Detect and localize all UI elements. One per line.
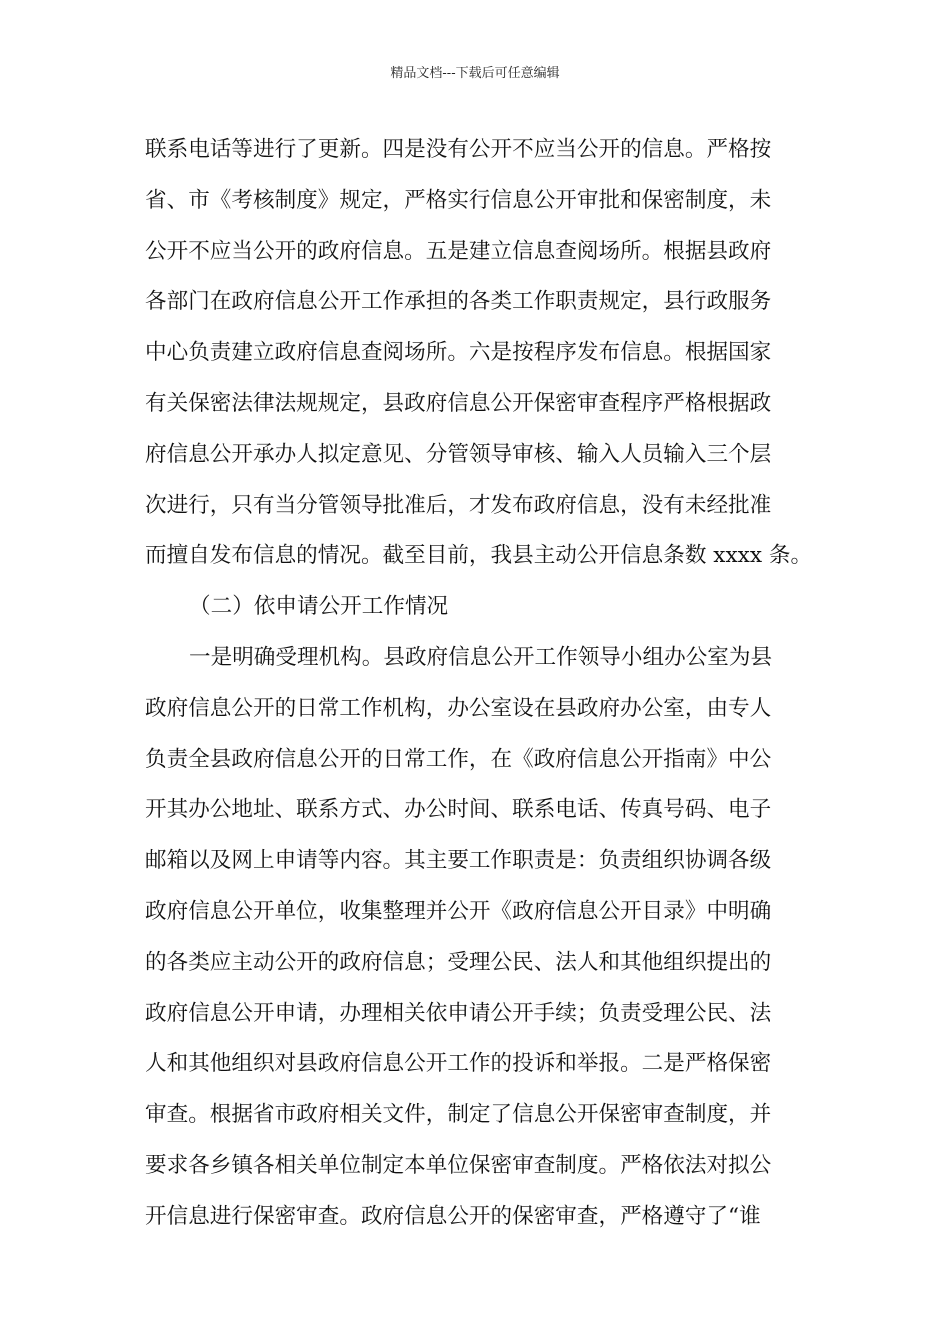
- page-header: 精品文档---下载后可任意编辑: [390, 66, 560, 81]
- body-text: [145, 125, 813, 1243]
- text-line: 的各类应主动公开的政府信息；受理公民、法人和其他组织提出的: [145, 949, 772, 975]
- text-line: 审查。根据省市政府相关文件，制定了信息公开保密审查制度，并: [145, 1102, 772, 1128]
- text-line: 有关保密法律法规规定，县政府信息公开保密审查程序严格根据政: [145, 390, 772, 416]
- text-line: 负责全县政府信息公开的日常工作，在《政府信息公开指南》中公: [145, 746, 772, 772]
- text-line: 而擅自发布信息的情况。截至目前，我县主动公开信息条数 xxxx 条。: [145, 543, 813, 569]
- text-line: 邮箱以及网上申请等内容。其主要工作职责是：负责组织协调各级: [145, 848, 772, 874]
- text-line: 政府信息公开申请，办理相关依申请公开手续；负责受理公民、法: [145, 1000, 772, 1026]
- text-line: 次进行，只有当分管领导批准后，才发布政府信息，没有未经批准: [145, 492, 772, 518]
- text-line: 省、市《考核制度》规定，严格实行信息公开审批和保密制度，未: [145, 187, 772, 213]
- text-line: 联系电话等进行了更新。四是没有公开不应当公开的信息。严格按: [145, 137, 772, 162]
- text-line: 开其办公地址、联系方式、办公时间、联系电话、传真号码、电子: [145, 797, 772, 823]
- text-line: 开信息进行保密审查。政府信息公开的保密审查，严格遵守了“谁: [145, 1203, 761, 1229]
- text-line: 中心负责建立政府信息查阅场所。六是按程序发布信息。根据国家: [145, 340, 772, 366]
- text-line: 人和其他组织对县政府信息公开工作的投诉和举报。二是严格保密: [145, 1051, 772, 1077]
- text-line: 要求各乡镇各相关单位制定本单位保密审查制度。严格依法对拟公: [145, 1152, 772, 1178]
- text-line: 公开不应当公开的政府信息。五是建立信息查阅场所。根据县政府: [145, 238, 772, 264]
- section-heading: （二）依申请公开工作情况: [189, 594, 449, 620]
- text-line: 政府信息公开单位，收集整理并公开《政府信息公开目录》中明确: [145, 898, 772, 924]
- text-line: 各部门在政府信息公开工作承担的各类工作职责规定，县行政服务: [145, 289, 772, 315]
- text-line: 政府信息公开的日常工作机构，办公室设在县政府办公室，由专人: [145, 695, 772, 721]
- paragraph-first-line: 一是明确受理机构。县政府信息公开工作领导小组办公室为县: [189, 644, 773, 670]
- text-line: 府信息公开承办人拟定意见、分管领导审核、输入人员输入三个层: [145, 441, 772, 467]
